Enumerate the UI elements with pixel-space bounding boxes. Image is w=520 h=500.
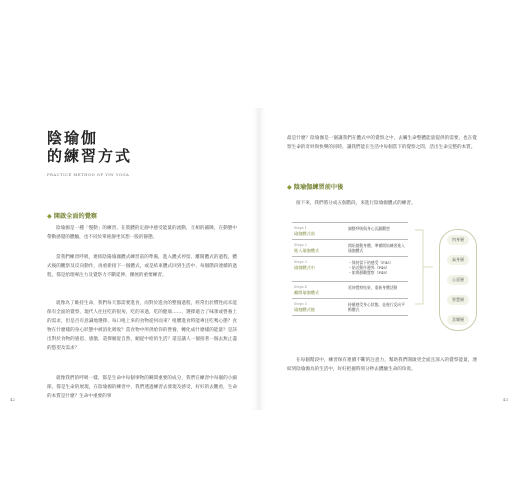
page-number: 42: [10, 397, 16, 402]
page-number: 43: [502, 397, 508, 402]
step-name: 瑜伽體式後: [294, 307, 315, 312]
step-row: [292, 256, 408, 281]
step-number: Steps 3: [294, 260, 307, 264]
step-desc: 延伸覺察結果，重新身體活動: [348, 285, 398, 290]
diamond-icon: ◆: [47, 213, 52, 220]
step-name: 瑜伽體式中: [294, 265, 315, 270]
step-number: Steps 1: [294, 226, 307, 230]
steps-table: [292, 222, 408, 316]
paragraph: 在每個階段中，練習保有連續不斷的注意力，幫助我們開啟更全面且深入的覺察能量，連結到陰瑜伽為的生活中，好好把握時刻分秒去體驗生命的珍貴。: [287, 358, 477, 372]
step-number: Steps 5: [294, 302, 307, 306]
step-name: 瑜伽體式前: [294, 231, 315, 236]
section-heading-text: 開啟全面的覺察: [53, 213, 98, 220]
step-desc: 持續感受身心狀態，並進行反向平衡體式: [348, 302, 405, 312]
paragraph: 就像我們的呼吸一樣，都是生命中每個事物的瞬間重要的成分，我們在練習中每個的小細節，都是生命的展現，在陰瑜伽的練習中，我們透過練習去發現及感受，好好的去觀看，生命的本質是什麼？生命中重要的事: [47, 376, 237, 399]
step-desc: 調整呼吸與身心沉澱觀想: [348, 226, 390, 231]
chapter-title-line2: 的練習方式: [47, 147, 133, 165]
chapter-title-line1: 陰瑜伽: [47, 129, 99, 147]
step-number: Steps 2: [294, 243, 307, 247]
diamond-icon: ◆: [287, 184, 292, 191]
section-heading-awareness: [47, 211, 97, 220]
cycle-layer: 氣身層: [447, 255, 469, 265]
step-row: [292, 298, 408, 316]
step-row: [292, 222, 408, 239]
paragraph: 當我們練習呼吸，連結陰陽瑜珈體式練習前的準備，進入體式停留、離開體式的過程，體式後的觀察及反向動作，再重新接下一個體式，或是結束體式回到生活中，每個階段連續的過程，都是給理專注力及覺察力不斷延伸、擴展的重要練習。: [47, 255, 237, 278]
step-desc: 開始啟動身體，準備開始練習進入瑜伽體式: [348, 243, 405, 253]
left-page: [10, 108, 259, 410]
paragraph: 陰瑜伽是一種「慢動」的練習，在肢體的定靜中感受能量的流動，互相的鋪陳，在動態中帶動感覺的體驗，也不同於單純靜坐冥想一般的靜態。: [47, 226, 237, 240]
paragraph: 就像為了維持生命，我們每天都需要進食，而對於進食的整個過程，經常出於慣性而未能保有全面的覺察，現代人往往吃的很匆，吃的來過，吃的健康……，選擇適合了味蕾或營養上的需求，但是否有意識地選擇、每口咀上來的食物從何而來？咀嚼進食時能專注吃嗎心態？食物在什麼樣的身心狀態中被消化吸收？當食物中所供給你的營養，轉化成什麼樣的能量？是該出對於食物的感恩、感激，還擇順從自然，順從中給的生活？還是讓人一個接著一個去無止盡的慾望及需求？: [47, 301, 237, 351]
section-heading-before-during-after: [287, 182, 343, 191]
step-name: 進入瑜伽體式: [294, 248, 320, 253]
chapter-title: [47, 129, 132, 165]
cycle-layer: 智慧層: [447, 295, 469, 305]
step-number: Steps 4: [294, 285, 307, 289]
body-layers-cycle: [439, 225, 475, 333]
right-page: [259, 108, 508, 410]
paragraph: 接下來，我們將分成五個階段，來進行陰瑜伽體式的練習。: [296, 201, 416, 206]
step-name: 離開瑜伽體式: [294, 290, 320, 295]
section-heading-text: 陰瑜伽練習前中後: [293, 184, 344, 191]
step-desc: ・保持當下的感受（P45） ・貼近動作邊界（P46） ・如實靜觀覺察（P48）: [348, 260, 394, 275]
cycle-layer: 心意層: [447, 275, 469, 285]
cycle-layer: 喜樂層: [447, 315, 469, 325]
chapter-subtitle: PRACTICE METHOD OF YIN YOGA: [47, 172, 130, 177]
step-row: [292, 281, 408, 298]
cycle-layer: 肉身層: [447, 235, 469, 245]
paragraph: 最是什麼？陰瑜伽是一個讓我們在體式中的覺察之中，去觸生命整體能量提供的需要，也在覺察生命的奇妙與快樂的同時，讓我們能在生活中每個當下的覺察之間，活出生命完整的本質。: [287, 136, 477, 150]
step-row: [292, 239, 408, 256]
bracket-connector: [413, 222, 433, 312]
